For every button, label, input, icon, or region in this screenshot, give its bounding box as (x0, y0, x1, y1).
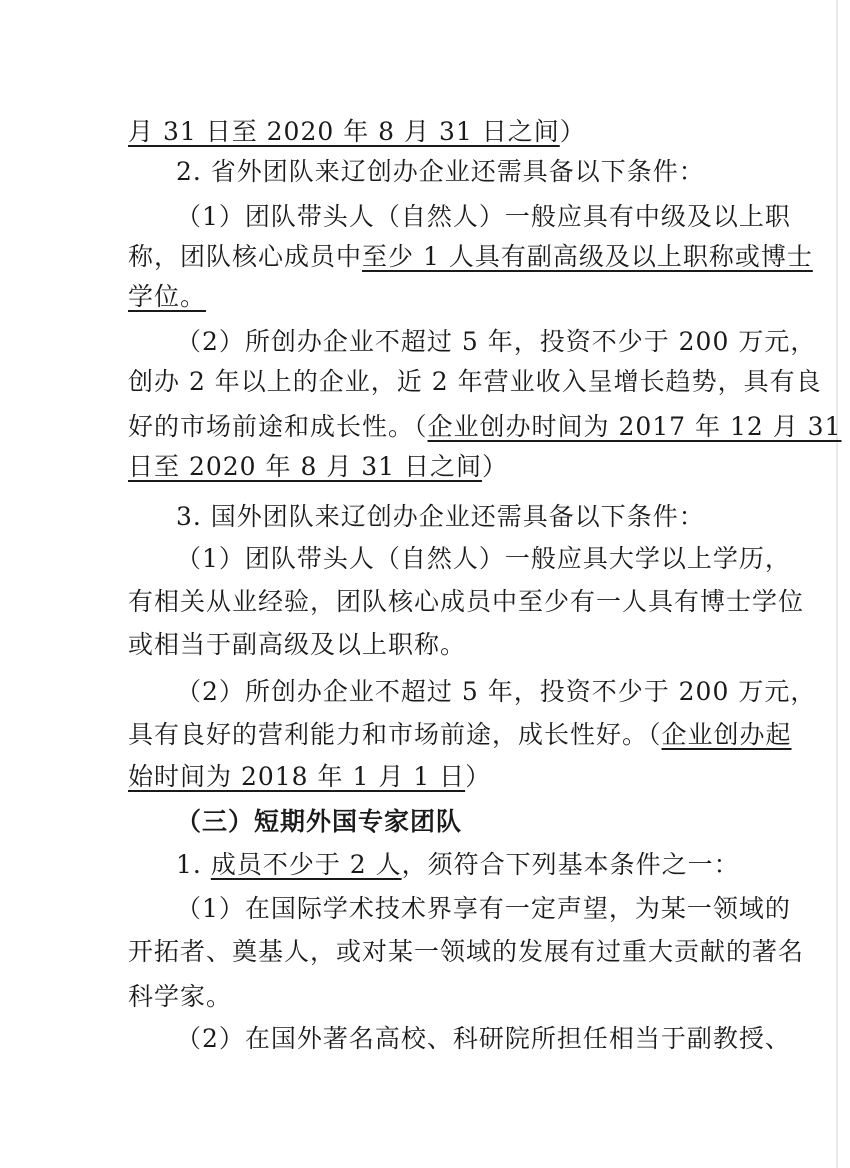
text-line (0, 115, 850, 149)
text-segment: （三）短期外国专家团队 (176, 807, 463, 836)
text-segment: 具有良好的营利能力和市场前途，成长性好。（ (128, 720, 662, 749)
text-segment: （2）所创办企业不超过 5 年，投资不少于 200 万元， (176, 677, 817, 706)
text-line (0, 805, 850, 839)
text-line (0, 200, 850, 234)
text-line (0, 585, 850, 619)
text-segment: ） (482, 452, 509, 481)
text-segment: 好的市场前途和成长性。（ (128, 412, 428, 441)
text-line (0, 935, 850, 969)
text-line (0, 1022, 850, 1056)
text-segment: ） (559, 117, 586, 146)
text-segment: 有相关从业经验，团队核心成员中至少有一人具有博士学位 (128, 587, 805, 616)
text-segment: ，须符合下列基本条件之一： (401, 850, 740, 879)
text-line (0, 500, 850, 534)
text-segment: （2）在国外著名高校、科研院所担任相当于副教授、 (176, 1024, 791, 1053)
underlined-text: 成员不少于 2 人 (210, 850, 402, 879)
text-line (0, 892, 850, 926)
text-segment: 科学家。 (128, 982, 233, 1011)
text-segment: （1）在国际学术技术界享有一定声望，为某一领域的 (176, 894, 791, 923)
text-segment: 创办 2 年以上的企业，近 2 年营业收入呈增长趋势，具有良 (128, 367, 822, 396)
text-segment: 称，团队核心成员中 (128, 242, 363, 271)
underlined-text: 月 31 日至 2020 年 8 月 31 日之间 (128, 117, 560, 146)
text-line (0, 675, 850, 709)
text-segment: （1）团队带头人（自然人）一般应具有中级及以上职 (176, 202, 791, 231)
underlined-text: 日至 2020 年 8 月 31 日之间 (128, 452, 483, 481)
text-segment: ） (465, 762, 492, 791)
text-line (0, 325, 850, 359)
underlined-text: 始时间为 2018 年 1 月 1 日 (128, 762, 466, 791)
text-segment: （2）所创办企业不超过 5 年，投资不少于 200 万元， (176, 327, 817, 356)
underlined-text: 企业创办时间为 2017 年 12 月 31 (427, 412, 842, 441)
underlined-text: 学位。 (128, 282, 207, 311)
text-line (0, 760, 850, 794)
text-segment: 2. 省外团队来辽创办企业还需具备以下条件： (176, 157, 705, 186)
text-line (0, 980, 850, 1014)
text-line (0, 240, 850, 274)
text-line (0, 410, 850, 444)
text-segment: 开拓者、奠基人，或对某一领域的发展有过重大贡献的著名 (128, 937, 805, 966)
text-line (0, 718, 850, 752)
text-segment: 1. (176, 850, 211, 879)
text-line (0, 280, 850, 314)
text-line (0, 155, 850, 189)
text-line (0, 450, 850, 484)
text-line (0, 542, 850, 576)
text-line (0, 365, 850, 399)
text-segment: 3. 国外团队来辽创办企业还需具备以下条件： (176, 502, 705, 531)
text-segment: （1）团队带头人（自然人）一般应具大学以上学历， (176, 544, 791, 573)
underlined-text: 企业创办起 (661, 720, 792, 749)
text-line (0, 848, 850, 882)
text-line (0, 628, 850, 662)
text-segment: 或相当于副高级及以上职称。 (128, 630, 467, 659)
underlined-text: 至少 1 人具有副高级及以上职称或博士 (362, 242, 813, 271)
